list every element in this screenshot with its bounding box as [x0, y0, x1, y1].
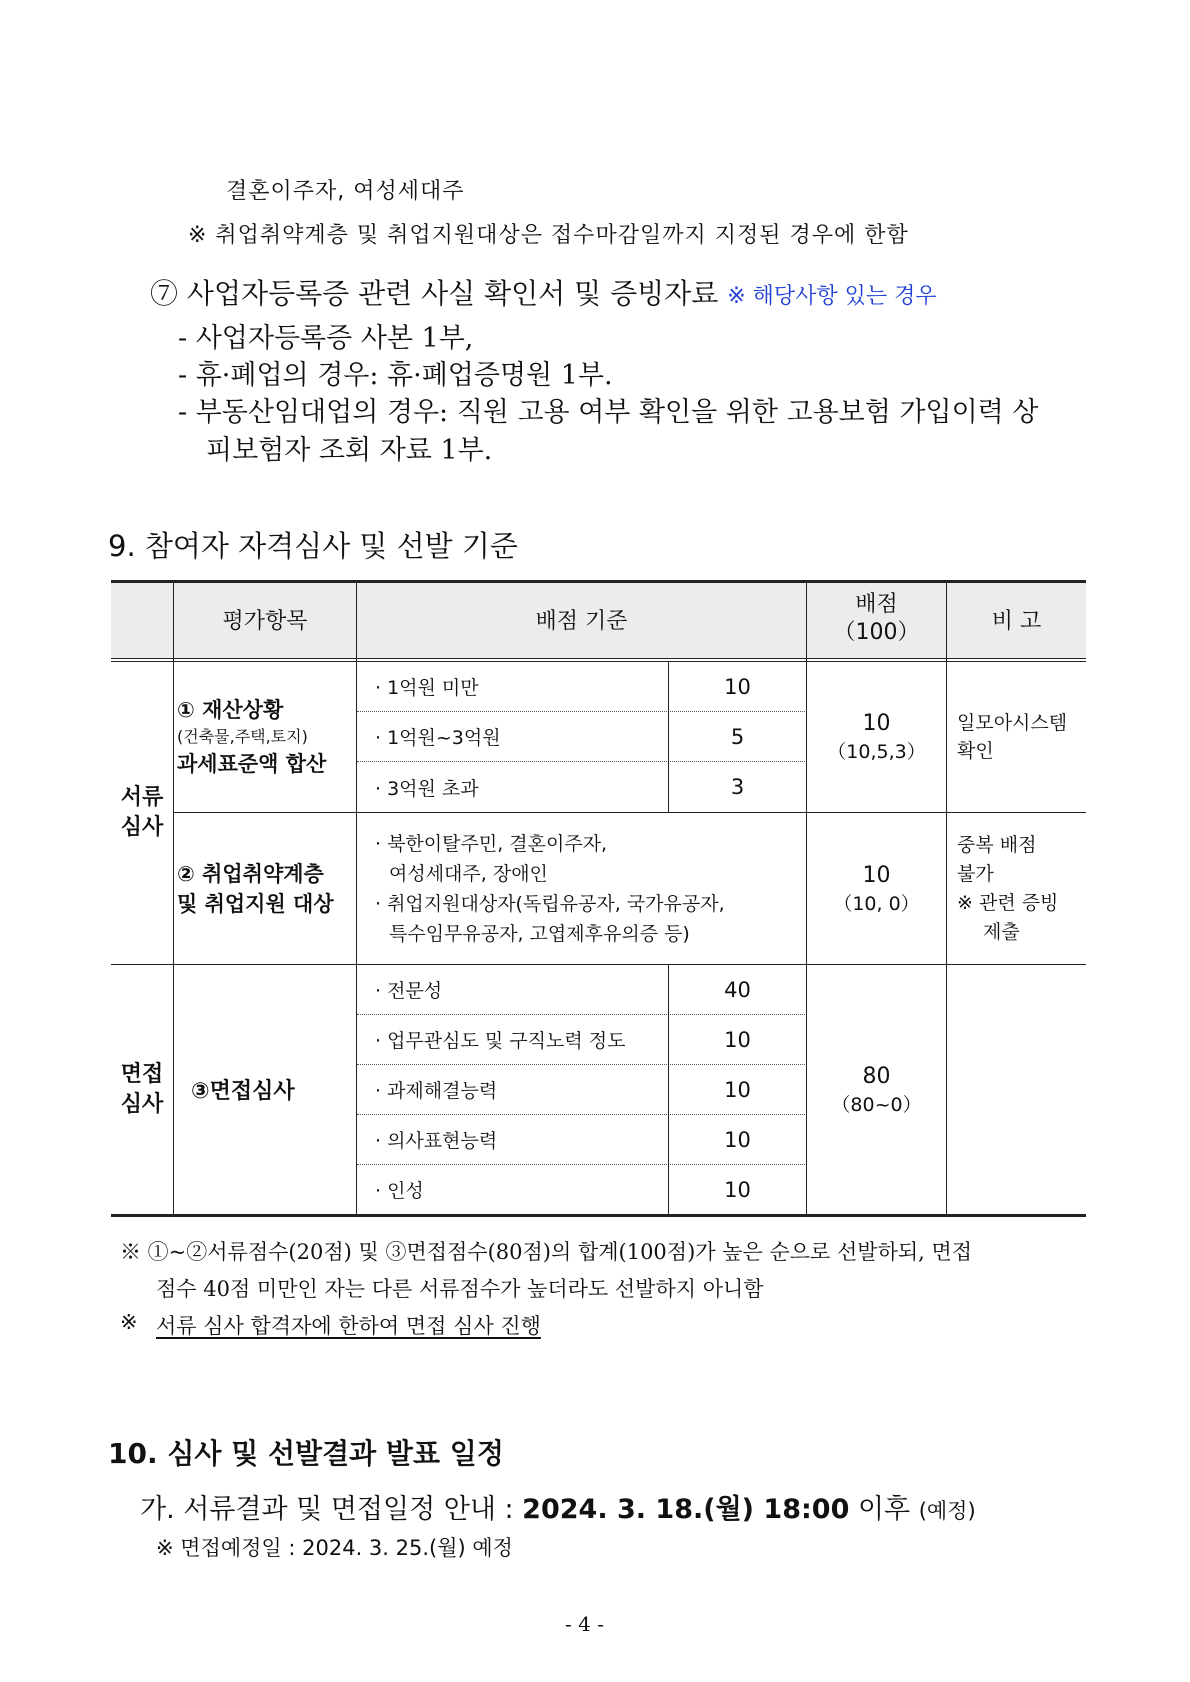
item-ga-suffix: 이후	[849, 1494, 919, 1525]
item-ga-date: 2024. 3. 18.(월) 18:00	[522, 1494, 850, 1525]
table-note-1: ※ ①~②서류점수(20점) 및 ③면접점수(80점)의 합계(100점)가 높은 순으로 선발하되, 면접	[120, 1240, 973, 1264]
item2-line1: ② 취업취약계층	[177, 861, 324, 886]
bullet-3: - 부동산임대업의 경우: 직원 고용 여부 확인을 위한 고용보험 가입이력 상	[178, 397, 1039, 428]
item1-points	[807, 662, 946, 812]
item2-criteria-line3: · 취업지원대상자(독립유공자, 국가유공자,	[375, 892, 725, 915]
item1-row2-label: · 1억원~3억원	[375, 727, 501, 749]
item3-row3-score: 10	[724, 1077, 751, 1102]
item1-points-line2: （10,5,3）	[827, 741, 926, 763]
group-interview-line1: 면접	[120, 1061, 164, 1087]
item2-remark-line4: 제출	[983, 920, 1020, 943]
item3-points-line1: 80	[862, 1063, 891, 1089]
item2-criteria-line1: · 북한이탈주민, 결혼이주자,	[375, 832, 608, 855]
bullet-3-cont: 피보험자 조회 자료 1부.	[206, 435, 493, 466]
header-points-line1: 배점	[855, 592, 898, 617]
group-doc-line2: 심사	[120, 815, 164, 840]
item3-row4-label: · 의사표현능력	[375, 1130, 498, 1152]
section10-note: ※ 면접예정일 : 2024. 3. 25.(월) 예정	[156, 1536, 513, 1560]
intro-line-1: 결혼이주자, 여성세대주	[226, 179, 465, 204]
group-interview-review	[111, 965, 173, 1214]
item3-row2-label: · 업무관심도 및 구직노력 정도	[375, 1030, 626, 1052]
item3-row4-score: 10	[724, 1127, 751, 1152]
item1-remark-line1: 일모아시스템	[957, 712, 1068, 734]
item2-points-line1: 10	[862, 862, 891, 888]
item1-points-line1: 10	[862, 711, 891, 736]
item2-remark-line1: 중복 배점	[957, 833, 1037, 856]
page-number: - 4 -	[565, 1612, 604, 1636]
item7-title	[150, 272, 937, 312]
header-points	[807, 580, 946, 658]
section10-title: 10. 심사 및 선발결과 발표 일정	[108, 1437, 504, 1470]
intro-note: ※ 취업취약계층 및 취업지원대상은 접수마감일까지 지정된 경우에 한함	[188, 223, 909, 248]
item1-remark	[957, 662, 1085, 812]
item3-label: ③면접심사	[191, 1079, 295, 1104]
item2-remark	[957, 813, 1085, 964]
item3-row2-score: 10	[724, 1027, 751, 1052]
header-remark: 비 고	[991, 608, 1042, 634]
table-note-2: 서류 심사 합격자에 한하여 면접 심사 진행	[156, 1314, 541, 1338]
item2-points	[807, 813, 946, 964]
item-ga-prefix: 가. 서류결과 및 면접일정 안내 :	[140, 1494, 523, 1525]
item2-criteria	[375, 813, 805, 964]
selection-criteria-table	[111, 580, 1086, 1217]
item2-criteria-line4: 특수임무유공자, 고엽제후유의증 등)	[389, 922, 690, 945]
item-ga-tail: (예정)	[918, 1499, 976, 1523]
table-note-1-cont: 점수 40점 미만인 자는 다른 서류점수가 높더라도 선발하지 아니함	[156, 1277, 764, 1301]
item7-title-text: ⑦ 사업자등록증 관련 사실 확인서 및 증빙자료	[150, 277, 719, 310]
item2-remark-line2: 불가	[957, 862, 994, 885]
item2-points-line2: （10, 0）	[833, 892, 920, 915]
item1-row2-score: 5	[730, 724, 745, 749]
item1-label	[177, 662, 355, 812]
table-note-2-mark: ※	[120, 1310, 138, 1334]
item1-row1-label: · 1억원 미만	[375, 677, 479, 699]
item2-line2: 및 취업지원 대상	[177, 891, 334, 916]
item3-points	[807, 965, 946, 1214]
item1-row1-score: 10	[724, 674, 751, 699]
item3-points-line2: （80~0）	[831, 1093, 922, 1116]
item2-criteria-line2: 여성세대주, 장애인	[389, 862, 548, 885]
item3-row5-score: 10	[724, 1177, 751, 1202]
header-points-line2: （100）	[833, 620, 920, 645]
group-document-review	[111, 662, 173, 964]
section9-title: 9. 참여자 자격심사 및 선발 기준	[108, 529, 518, 563]
item7-note: ※ 해당사항 있는 경우	[727, 284, 937, 309]
item1-line1: ① 재산상황	[177, 698, 284, 722]
bullet-2: - 휴·폐업의 경우: 휴·폐업증명원 1부.	[178, 360, 613, 391]
item3-row3-label: · 과제해결능력	[375, 1080, 498, 1102]
group-interview-line2: 심사	[120, 1091, 164, 1117]
item1-line3: 과세표준액 합산	[177, 752, 327, 776]
bullet-1: - 사업자등록증 사본 1부,	[178, 323, 474, 354]
item3-row5-label: · 인성	[375, 1180, 424, 1202]
section10-item-ga	[140, 1487, 976, 1526]
item1-row3-score: 3	[730, 775, 745, 799]
item2-label	[177, 813, 355, 964]
item1-line2: (건축물,주택,토지)	[177, 727, 308, 746]
item2-remark-line3: ※ 관련 증빙	[957, 891, 1059, 914]
header-item: 평가항목	[222, 608, 308, 634]
item3-row1-label: · 전문성	[375, 980, 443, 1002]
item1-row3-label: · 3억원 초과	[375, 777, 479, 800]
group-doc-line1: 서류	[120, 785, 164, 810]
header-criteria: 배점 기준	[535, 608, 628, 634]
item3-row1-score: 40	[724, 977, 751, 1002]
item1-remark-line2: 확인	[957, 740, 994, 762]
